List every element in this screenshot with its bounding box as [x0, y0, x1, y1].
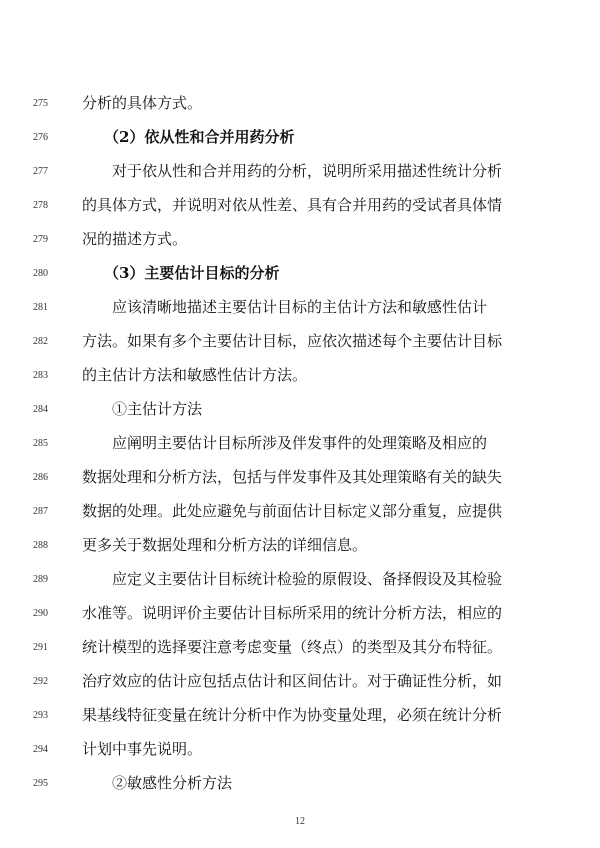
- line-number: 292: [33, 676, 48, 687]
- line-277: [0, 159, 600, 183]
- section-heading: （2）依从性和合并用药分析: [104, 128, 295, 146]
- line-number: 291: [33, 642, 48, 653]
- line-number: 280: [33, 268, 48, 279]
- line-number: 287: [33, 506, 48, 517]
- line-text: 的主估计方法和敏感性估计方法。: [82, 366, 308, 384]
- subsection-heading: ②敏感性分析方法: [112, 774, 233, 792]
- line-text: 应阐明主要估计目标所涉及伴发事件的处理策略及相应的: [112, 434, 488, 452]
- line-293: [0, 703, 600, 727]
- line-292: [0, 669, 600, 693]
- line-286: [0, 465, 600, 489]
- line-number: 281: [33, 302, 48, 313]
- line-number: 277: [33, 166, 48, 177]
- line-289: [0, 567, 600, 591]
- line-text: 对于依从性和合并用药的分析，说明所采用描述性统计分析: [112, 162, 503, 180]
- line-number: 293: [33, 710, 48, 721]
- line-294: [0, 737, 600, 761]
- line-text: 果基线特征变量在统计分析中作为协变量处理，必须在统计分析: [82, 706, 503, 724]
- line-text: 统计模型的选择要注意考虑变量（终点）的类型及其分布特征。: [82, 638, 503, 656]
- line-number: 285: [33, 438, 48, 449]
- line-number: 288: [33, 540, 48, 551]
- line-text: 的具体方式，并说明对依从性差、具有合并用药的受试者具体情: [82, 196, 503, 214]
- line-text: 应该清晰地描述主要估计目标的主估计方法和敏感性估计: [112, 298, 488, 316]
- line-291: [0, 635, 600, 659]
- page-number: 12: [295, 816, 305, 827]
- line-284: [0, 397, 600, 421]
- line-text: 方法。如果有多个主要估计目标，应依次描述每个主要估计目标: [82, 332, 503, 350]
- section-heading: （3）主要估计目标的分析: [104, 264, 280, 282]
- line-text: 治疗效应的估计应包括点估计和区间估计。对于确证性分析，如: [82, 672, 503, 690]
- line-282: [0, 329, 600, 353]
- line-275: [0, 91, 600, 115]
- line-278: [0, 193, 600, 217]
- line-number: 283: [33, 370, 48, 381]
- line-text: 况的描述方式。: [82, 230, 188, 248]
- line-276-heading: [0, 125, 600, 149]
- line-285: [0, 431, 600, 455]
- line-text: 计划中事先说明。: [82, 740, 203, 758]
- line-279: [0, 227, 600, 251]
- line-281: [0, 295, 600, 319]
- line-295: [0, 771, 600, 795]
- line-text: 水准等。说明评价主要估计目标所采用的统计分析方法，相应的: [82, 604, 503, 622]
- line-text: 数据处理和分析方法，包括与伴发事件及其处理策略有关的缺失: [82, 468, 503, 486]
- line-text: 分析的具体方式。: [82, 94, 203, 112]
- line-number: 286: [33, 472, 48, 483]
- line-number: 278: [33, 200, 48, 211]
- line-283: [0, 363, 600, 387]
- line-text: 更多关于数据处理和分析方法的详细信息。: [82, 536, 368, 554]
- line-number: 295: [33, 778, 48, 789]
- line-288: [0, 533, 600, 557]
- line-290: [0, 601, 600, 625]
- subsection-heading: ①主估计方法: [112, 400, 203, 418]
- line-number: 282: [33, 336, 48, 347]
- line-text: 数据的处理。此处应避免与前面估计目标定义部分重复，应提供: [82, 502, 503, 520]
- line-number: 290: [33, 608, 48, 619]
- line-280-heading: [0, 261, 600, 285]
- line-number: 276: [33, 132, 48, 143]
- line-number: 279: [33, 234, 48, 245]
- line-number: 289: [33, 574, 48, 585]
- line-text: 应定义主要估计目标统计检验的原假设、备择假设及其检验: [112, 570, 503, 588]
- line-number: 284: [33, 404, 48, 415]
- line-number: 275: [33, 98, 48, 109]
- line-287: [0, 499, 600, 523]
- line-number: 294: [33, 744, 48, 755]
